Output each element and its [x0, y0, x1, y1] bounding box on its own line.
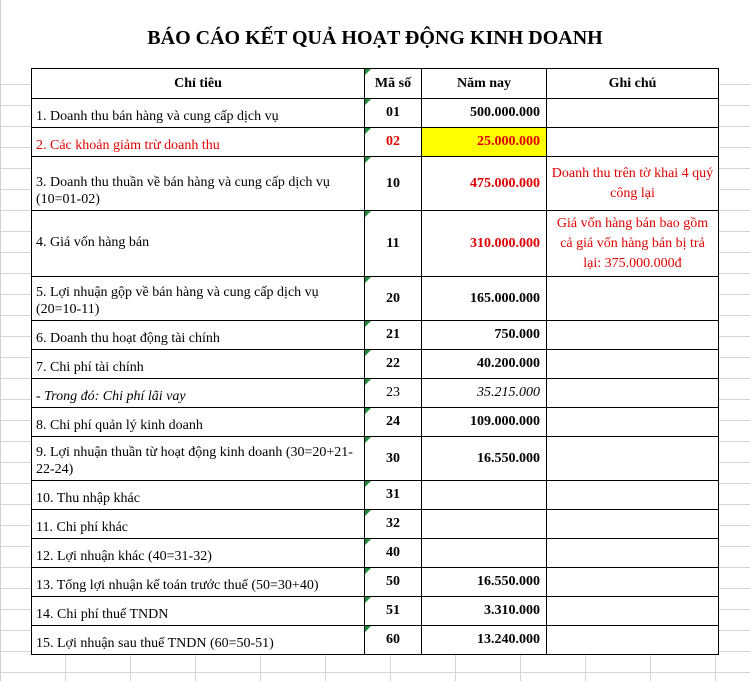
row-name[interactable]: 4. Giá vốn hàng bán — [32, 211, 365, 277]
table-row — [32, 350, 719, 379]
row-value[interactable]: 40.200.000 — [422, 350, 547, 379]
row-note[interactable] — [547, 597, 719, 626]
row-code[interactable]: 22 — [365, 350, 422, 379]
row-name[interactable]: 12. Lợi nhuận khác (40=31-32) — [32, 539, 365, 568]
row-name[interactable]: 6. Doanh thu hoạt động tài chính — [32, 321, 365, 350]
table-row — [32, 539, 719, 568]
row-value[interactable]: 35.215.000 — [422, 379, 547, 408]
row-name[interactable]: 11. Chi phí khác — [32, 510, 365, 539]
table-row — [32, 128, 719, 157]
row-name[interactable]: 14. Chi phí thuế TNDN — [32, 597, 365, 626]
income-statement-table — [31, 68, 719, 655]
row-note[interactable] — [547, 321, 719, 350]
row-name[interactable]: 10. Thu nhập khác — [32, 481, 365, 510]
row-value[interactable]: 3.310.000 — [422, 597, 547, 626]
row-note[interactable] — [547, 481, 719, 510]
table-row — [32, 321, 719, 350]
table-row — [32, 510, 719, 539]
row-note[interactable] — [547, 626, 719, 655]
row-value[interactable] — [422, 510, 547, 539]
row-code[interactable]: 31 — [365, 481, 422, 510]
row-code[interactable]: 02 — [365, 128, 422, 157]
row-note[interactable] — [547, 510, 719, 539]
row-note[interactable] — [547, 128, 719, 157]
row-code[interactable]: 23 — [365, 379, 422, 408]
row-code[interactable]: 50 — [365, 568, 422, 597]
row-name[interactable]: 15. Lợi nhuận sau thuế TNDN (60=50-51) — [32, 626, 365, 655]
row-name[interactable]: 8. Chi phí quản lý kinh doanh — [32, 408, 365, 437]
row-value[interactable]: 475.000.000 — [422, 157, 547, 211]
table-row — [32, 157, 719, 211]
row-code[interactable]: 21 — [365, 321, 422, 350]
row-code[interactable]: 20 — [365, 277, 422, 321]
row-note[interactable] — [547, 277, 719, 321]
row-value[interactable] — [422, 481, 547, 510]
row-code[interactable]: 40 — [365, 539, 422, 568]
row-note[interactable] — [547, 437, 719, 481]
row-note[interactable]: Doanh thu trên tờ khai 4 quý công lại — [547, 157, 719, 211]
row-value[interactable]: 109.000.000 — [422, 408, 547, 437]
row-code[interactable]: 60 — [365, 626, 422, 655]
row-name[interactable]: 9. Lợi nhuận thuần từ hoạt động kinh doanh (30=20+21-22-24) — [32, 437, 365, 481]
report-title: BÁO CÁO KẾT QUẢ HOẠT ĐỘNG KINH DOANH — [0, 24, 750, 52]
row-name[interactable]: 7. Chi phí tài chính — [32, 350, 365, 379]
table-row — [32, 277, 719, 321]
table-row — [32, 379, 719, 408]
row-value[interactable] — [422, 539, 547, 568]
table-row — [32, 408, 719, 437]
table-row — [32, 99, 719, 128]
row-value[interactable]: 310.000.000 — [422, 211, 547, 277]
table-row — [32, 568, 719, 597]
row-value[interactable]: 16.550.000 — [422, 568, 547, 597]
row-note[interactable] — [547, 379, 719, 408]
header-name[interactable]: Chỉ tiêu — [32, 69, 365, 99]
row-code[interactable]: 30 — [365, 437, 422, 481]
row-name[interactable]: 13. Tổng lợi nhuận kế toán trước thuế (50=30+40) — [32, 568, 365, 597]
row-code[interactable]: 01 — [365, 99, 422, 128]
table-row — [32, 481, 719, 510]
header-row — [32, 69, 719, 99]
row-name[interactable]: 2. Các khoản giảm trừ doanh thu — [32, 128, 365, 157]
row-code[interactable]: 51 — [365, 597, 422, 626]
header-value[interactable]: Năm nay — [422, 69, 547, 99]
table-row — [32, 597, 719, 626]
table-row — [32, 211, 719, 277]
row-name[interactable]: 3. Doanh thu thuần về bán hàng và cung cấp dịch vụ (10=01-02) — [32, 157, 365, 211]
row-value[interactable]: 16.550.000 — [422, 437, 547, 481]
row-note[interactable] — [547, 99, 719, 128]
row-note[interactable] — [547, 568, 719, 597]
row-name[interactable]: 1. Doanh thu bán hàng và cung cấp dịch vụ — [32, 99, 365, 128]
row-code[interactable]: 32 — [365, 510, 422, 539]
table-row — [32, 437, 719, 481]
row-value[interactable]: 13.240.000 — [422, 626, 547, 655]
row-note[interactable] — [547, 350, 719, 379]
row-code[interactable]: 11 — [365, 211, 422, 277]
table-row — [32, 626, 719, 655]
row-value[interactable]: 750.000 — [422, 321, 547, 350]
row-name[interactable]: 5. Lợi nhuận gộp về bán hàng và cung cấp dịch vụ (20=10-11) — [32, 277, 365, 321]
row-note[interactable]: Giá vốn hàng bán bao gồm cả giá vốn hàng bán bị trả lại: 375.000.000đ — [547, 211, 719, 277]
row-note[interactable] — [547, 408, 719, 437]
row-name[interactable]: - Trong đó: Chi phí lãi vay — [32, 379, 365, 408]
header-code[interactable]: Mã số — [365, 69, 422, 99]
header-note[interactable]: Ghi chú — [547, 69, 719, 99]
row-code[interactable]: 10 — [365, 157, 422, 211]
row-value[interactable]: 500.000.000 — [422, 99, 547, 128]
row-code[interactable]: 24 — [365, 408, 422, 437]
row-value-highlighted[interactable]: 25.000.000 — [422, 128, 547, 157]
row-value[interactable]: 165.000.000 — [422, 277, 547, 321]
row-note[interactable] — [547, 539, 719, 568]
